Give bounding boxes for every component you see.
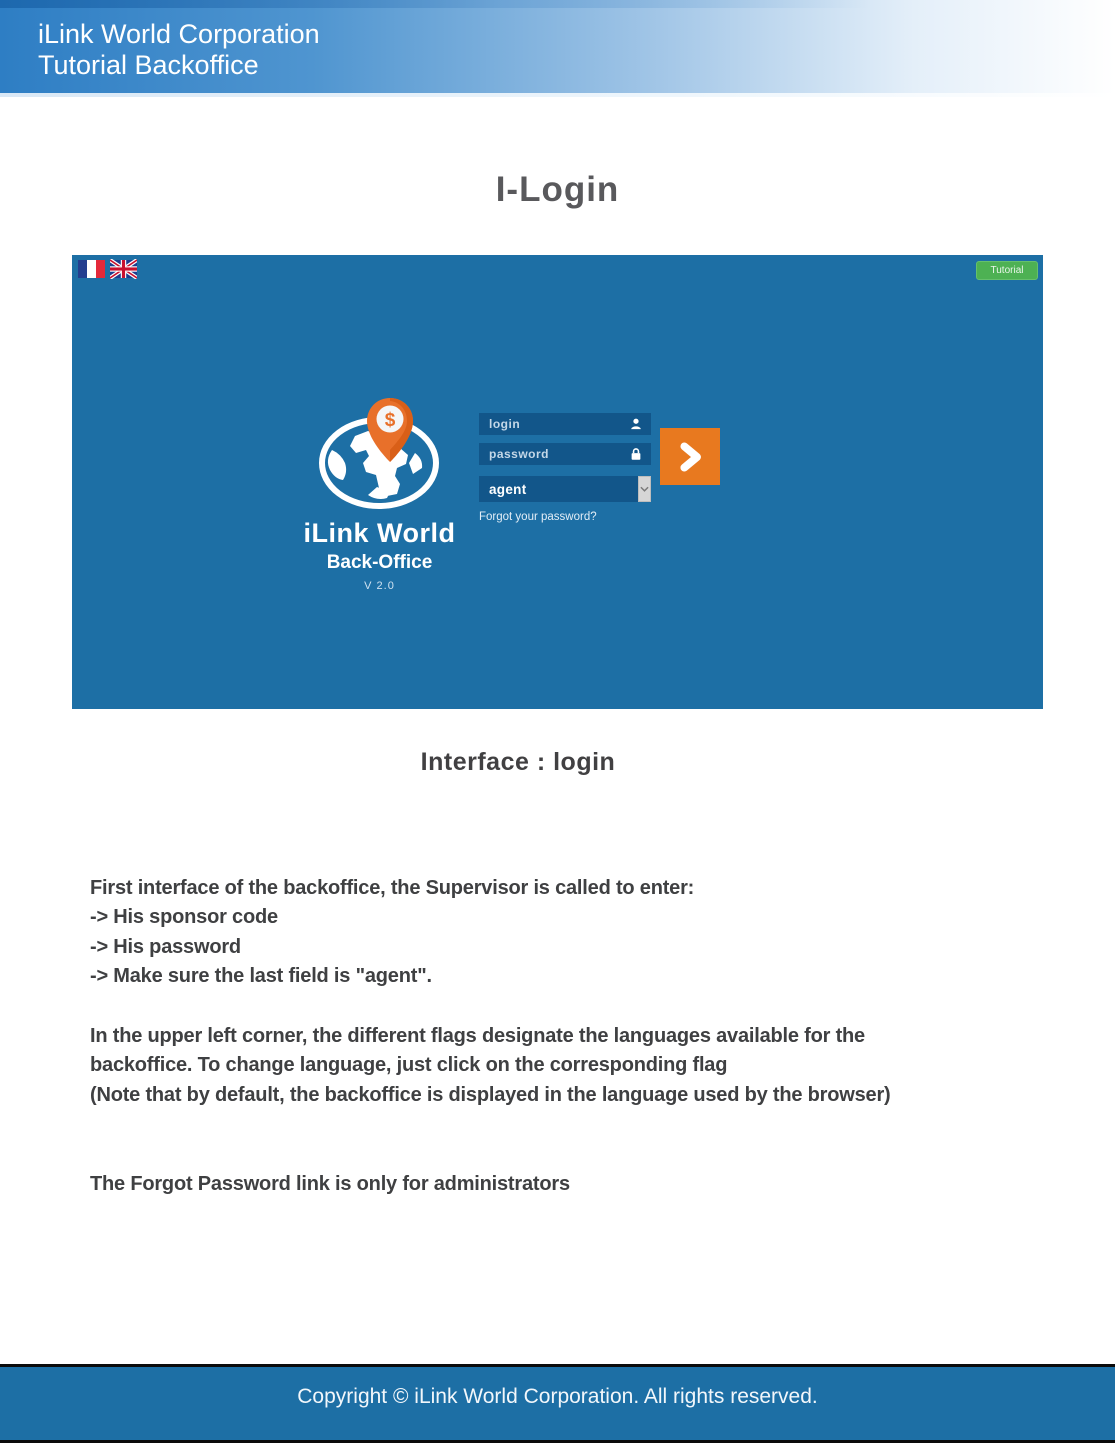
world-globe-icon [312, 395, 448, 513]
copyright-text: Copyright © iLink World Corporation. All rights reserved. [297, 1385, 818, 1408]
chevron-down-icon [640, 486, 649, 492]
role-select[interactable] [479, 476, 651, 502]
password-input[interactable] [479, 447, 629, 461]
body-line: -> His password [90, 935, 241, 958]
user-icon [629, 417, 643, 431]
login-input[interactable] [479, 417, 629, 431]
header-underline [0, 93, 1115, 97]
header-line1: iLink World Corporation [38, 19, 320, 49]
body-line: -> Make sure the last field is "agent". [90, 964, 432, 987]
brand-version: V 2.0 [364, 580, 395, 592]
french-flag-icon [78, 259, 105, 279]
body-line: In the upper left corner, the different flags designate the languages available for the [90, 1025, 865, 1047]
password-field[interactable] [479, 443, 651, 465]
role-select-value: agent [489, 481, 527, 497]
page-header [0, 0, 1115, 93]
brand-subtitle: Back-Office [326, 552, 433, 573]
brand-name: iLink World [303, 518, 456, 548]
tutorial-button[interactable]: Tutorial [976, 261, 1038, 280]
brand-block [272, 518, 487, 592]
body-line: First interface of the backoffice, the Supervisor is called to enter: [90, 877, 695, 899]
page-title: I-Login [495, 170, 620, 209]
submit-button[interactable] [660, 428, 720, 485]
french-flag[interactable] [78, 259, 105, 279]
login-screenshot [72, 255, 1043, 709]
header-title-block [38, 19, 320, 81]
screenshot-caption: Interface : login [420, 748, 616, 776]
body-line: The Forgot Password link is only for administrators [90, 1173, 570, 1195]
paragraph-flags-languages [90, 1022, 891, 1110]
paragraph-enter-instructions [90, 874, 694, 991]
submit-chevron-icon [673, 440, 707, 474]
paragraph-forgot-password-note [90, 1170, 570, 1199]
role-select-scrollbar[interactable] [638, 476, 651, 502]
lock-icon [629, 447, 643, 461]
login-field[interactable] [479, 413, 651, 435]
body-line: (Note that by default, the backoffice is displayed in the language used by the browser) [90, 1083, 891, 1106]
uk-flag-icon [110, 259, 137, 279]
forgot-password-link[interactable]: Forgot your password? [479, 511, 597, 523]
page-footer [0, 1364, 1115, 1443]
body-line: backoffice. To change language, just click on the corresponding flag [90, 1054, 728, 1077]
svg-text:$: $ [384, 410, 396, 431]
uk-flag[interactable] [110, 259, 137, 279]
header-line2: Tutorial Backoffice [38, 50, 259, 80]
body-line: -> His sponsor code [90, 906, 278, 929]
